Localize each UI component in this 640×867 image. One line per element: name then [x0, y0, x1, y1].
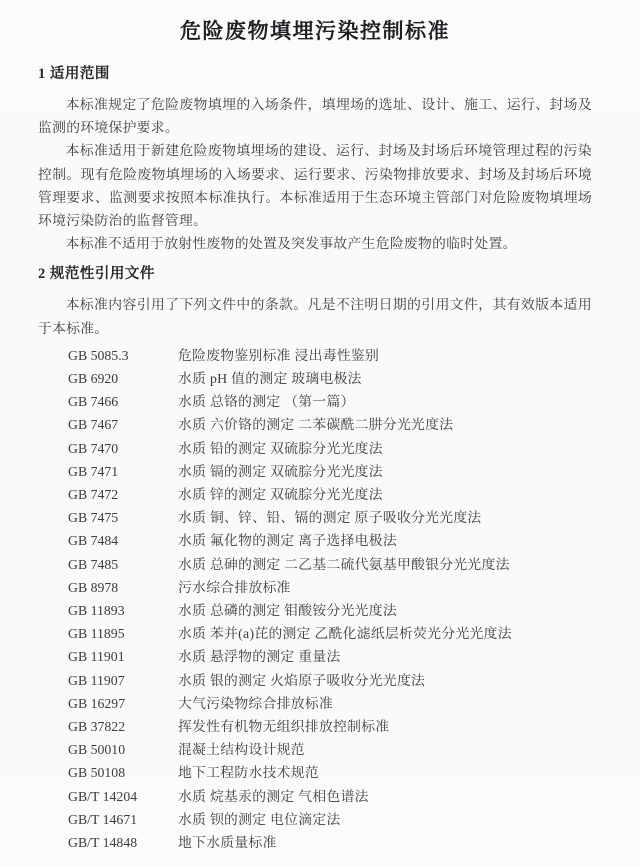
reference-title: 水质 锌的测定 双硫腙分光光度法 [178, 487, 383, 503]
section-normative-references [38, 265, 592, 854]
reference-title: 水质 总铬的测定 （第一篇） [178, 394, 355, 410]
reference-title: 污水综合排放标准 [178, 579, 291, 595]
reference-title: 水质 铅的测定 双硫腙分光光度法 [178, 440, 383, 456]
reference-title: 混凝土结构设计规范 [178, 742, 305, 758]
reference-row [68, 785, 592, 808]
reference-row [68, 599, 592, 622]
reference-title: 水质 钡的测定 电位滴定法 [178, 811, 341, 827]
reference-title: 危险废物鉴别标准 浸出毒性鉴别 [178, 347, 380, 363]
reference-code: GB 7485 [68, 556, 119, 572]
reference-code: GB 11907 [68, 672, 125, 688]
reference-code: GB 7471 [68, 463, 119, 479]
reference-title: 挥发性有机物无组织排放控制标准 [178, 719, 390, 735]
reference-row [68, 483, 592, 506]
reference-row [68, 553, 592, 576]
reference-row [68, 413, 592, 436]
reference-title: 水质 总砷的测定 二乙基二硫代氨基甲酸银分光光度法 [178, 556, 510, 572]
reference-row [68, 622, 592, 645]
reference-row [68, 738, 592, 761]
reference-title: 水质 总磷的测定 钼酸铵分光光度法 [178, 603, 397, 619]
reference-row [68, 808, 592, 831]
reference-row [68, 831, 592, 854]
section-scope [38, 65, 592, 255]
reference-code: GB 11901 [68, 649, 125, 665]
reference-row [68, 344, 592, 367]
paragraph: 本标准不适用于放射性废物的处置及突发事故产生危险废物的临时处置。 [65, 236, 517, 252]
reference-code: GB/T 14848 [68, 835, 138, 851]
section-scope-heading: 1 适用范围 [38, 66, 110, 82]
reference-title: 水质 苯并(a)芘的测定 乙酰化滤纸层析荧光分光光度法 [178, 626, 512, 642]
section-references-intro [38, 293, 592, 339]
reference-row [68, 367, 592, 390]
reference-code: GB/T 14671 [68, 811, 138, 827]
reference-code: GB 11895 [68, 626, 125, 642]
reference-title: 水质 镉的测定 双硫腙分光光度法 [178, 463, 383, 479]
section-scope-body [38, 93, 592, 255]
reference-code: GB 5085.3 [68, 347, 129, 363]
reference-row [68, 437, 592, 460]
reference-title: 地下工程防水技术规范 [178, 765, 319, 781]
reference-row [68, 529, 592, 552]
reference-code: GB 8978 [68, 579, 119, 595]
reference-code: GB/T 14204 [68, 788, 138, 804]
reference-row [68, 669, 592, 692]
reference-title: 地下水质量标准 [178, 835, 277, 851]
reference-row [68, 390, 592, 413]
reference-title: 水质 pH 值的测定 玻璃电极法 [178, 371, 362, 387]
reference-title: 水质 铜、锌、铅、镉的测定 原子吸收分光光度法 [178, 510, 482, 526]
reference-code: GB 6920 [68, 371, 119, 387]
paragraph: 本标准规定了危险废物填埋的入场条件，填埋场的选址、设计、施工、运行、封场及监测的环境保护要求。 [38, 97, 592, 136]
reference-code: GB 7484 [68, 533, 119, 549]
reference-title: 水质 悬浮物的测定 重量法 [178, 649, 341, 665]
reference-title: 大气污染物综合排放标准 [178, 695, 334, 711]
reference-code: GB 50108 [68, 765, 126, 781]
reference-code: GB 7466 [68, 394, 119, 410]
reference-row [68, 645, 592, 668]
reference-row [68, 715, 592, 738]
reference-row [68, 692, 592, 715]
reference-row [68, 506, 592, 529]
reference-title: 水质 氟化物的测定 离子选择电极法 [178, 533, 397, 549]
reference-code: GB 7475 [68, 510, 119, 526]
document-title: 危险废物填埋污染控制标准 [180, 19, 450, 43]
reference-code: GB 16297 [68, 695, 126, 711]
reference-title: 水质 银的测定 火焰原子吸收分光光度法 [178, 672, 426, 688]
paragraph: 本标准适用于新建危险废物填埋场的建设、运行、封场及封场后环境管理过程的污染控制。现有危险废物填埋场的入场要求、运行要求、污染物排放要求、封场及封场后环境管理要求、监测要求按照本标准执行。本标准适用于生态环境主管部门对危险废物填埋场环境污染防治的监督管理。 [38, 143, 592, 229]
reference-code: GB 11893 [68, 603, 125, 619]
reference-code: GB 7470 [68, 440, 119, 456]
section-references-heading: 2 规范性引用文件 [38, 266, 155, 283]
reference-code: GB 7472 [68, 487, 119, 503]
reference-code: GB 7467 [68, 417, 119, 433]
reference-row [68, 761, 592, 784]
reference-code: GB 50010 [68, 742, 126, 758]
reference-code: GB 37822 [68, 719, 126, 735]
reference-list [38, 344, 592, 854]
reference-title: 水质 烷基汞的测定 气相色谱法 [178, 788, 369, 804]
reference-row [68, 460, 592, 483]
paragraph: 本标准内容引用了下列文件中的条款。凡是不注明日期的引用文件，其有效版本适用于本标准。 [38, 297, 592, 336]
reference-row [68, 576, 592, 599]
reference-title: 水质 六价铬的测定 二苯碳酰二肼分光光度法 [178, 417, 454, 433]
